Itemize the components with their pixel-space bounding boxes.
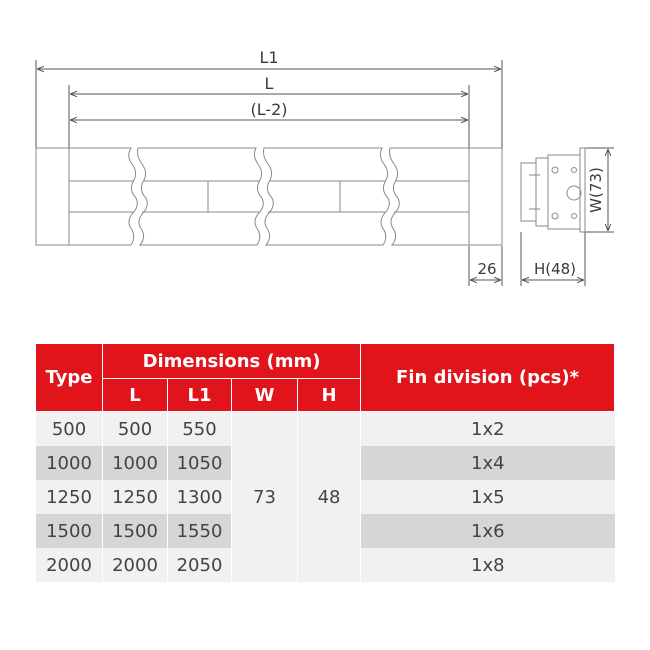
body-section-4 xyxy=(390,148,470,245)
cell-l: 2000 xyxy=(103,548,168,582)
cell-fins: 1x5 xyxy=(361,480,615,514)
body-section-1 xyxy=(69,148,137,245)
cell-l1: 1050 xyxy=(168,446,232,480)
label-l-minus-2: (L-2) xyxy=(250,100,288,119)
label-height: H(48) xyxy=(533,260,577,278)
cell-type: 1000 xyxy=(36,446,103,480)
header-h: H xyxy=(298,379,361,412)
cell-l1: 1300 xyxy=(168,480,232,514)
spec-table xyxy=(35,343,615,582)
cell-l1: 2050 xyxy=(168,548,232,582)
header-fin-division: Fin division (pcs)* xyxy=(361,344,615,412)
header-type: Type xyxy=(36,344,103,412)
table-row xyxy=(36,412,615,447)
label-end: 26 xyxy=(477,260,497,278)
header-l: L xyxy=(103,379,168,412)
cell-fins: 1x4 xyxy=(361,446,615,480)
cell-fins: 1x2 xyxy=(361,412,615,447)
label-width: W(73) xyxy=(587,167,605,213)
cell-type: 1500 xyxy=(36,514,103,548)
label-l: L xyxy=(264,74,274,93)
technical-drawing xyxy=(0,0,650,300)
cell-fins: 1x6 xyxy=(361,514,615,548)
cell-fins: 1x8 xyxy=(361,548,615,582)
header-w: W xyxy=(232,379,298,412)
cell-type: 500 xyxy=(36,412,103,447)
body-section-2 xyxy=(138,148,264,245)
header-dimensions: Dimensions (mm) xyxy=(103,344,361,379)
cell-type: 1250 xyxy=(36,480,103,514)
left-end-cap xyxy=(36,148,69,245)
side-view-profile xyxy=(521,148,585,232)
right-end-cap xyxy=(469,148,502,245)
header-l1: L1 xyxy=(168,379,232,412)
cell-l: 500 xyxy=(103,412,168,447)
cell-type: 2000 xyxy=(36,548,103,582)
cell-l: 1000 xyxy=(103,446,168,480)
cell-h: 48 xyxy=(298,412,361,583)
cell-l: 1500 xyxy=(103,514,168,548)
cell-l: 1250 xyxy=(103,480,168,514)
body-section-3 xyxy=(264,148,390,245)
cell-w: 73 xyxy=(232,412,298,583)
label-l1: L1 xyxy=(259,48,279,67)
cell-l1: 1550 xyxy=(168,514,232,548)
cell-l1: 550 xyxy=(168,412,232,447)
